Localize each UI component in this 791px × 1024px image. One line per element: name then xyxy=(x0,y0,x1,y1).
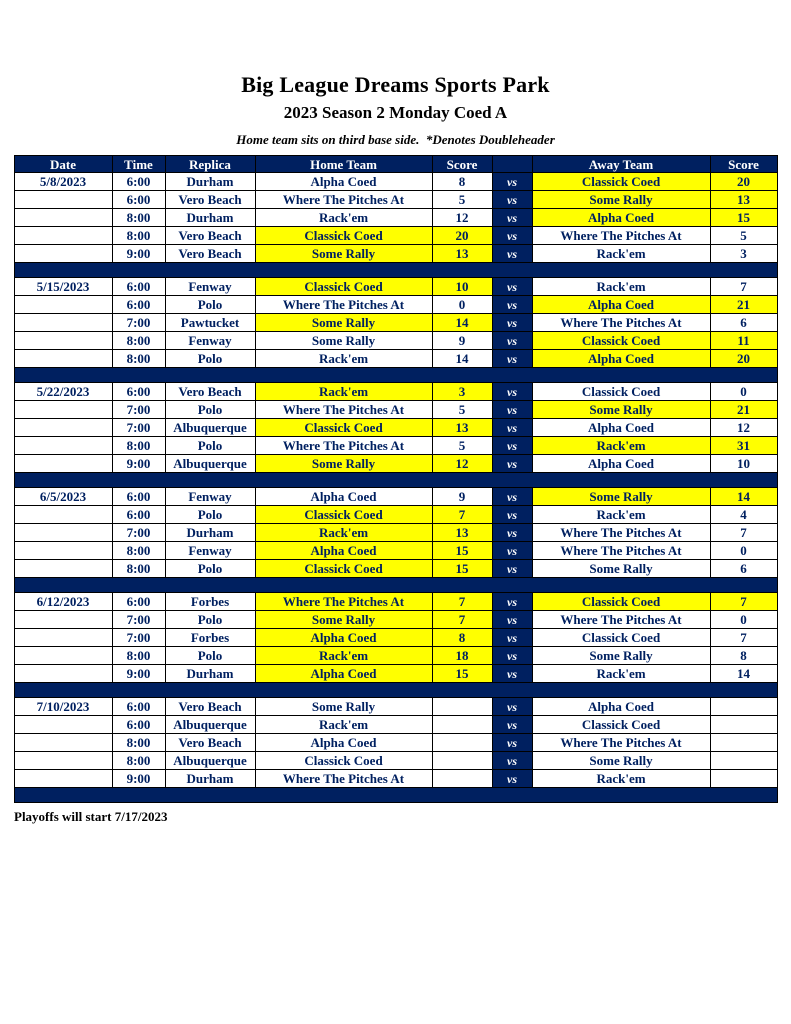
game-row xyxy=(14,734,777,752)
replica-cell: Durham xyxy=(165,173,255,191)
column-header-date: Date xyxy=(14,156,112,173)
replica-cell: Vero Beach xyxy=(165,734,255,752)
away-score-cell: 20 xyxy=(710,173,777,191)
away-score-cell: 8 xyxy=(710,647,777,665)
time-cell: 6:00 xyxy=(112,173,165,191)
home-team-cell: Rack'em xyxy=(255,524,432,542)
time-cell: 8:00 xyxy=(112,560,165,578)
vs-cell: vs xyxy=(492,332,532,350)
away-score-cell: 0 xyxy=(710,542,777,560)
game-row xyxy=(14,173,777,191)
away-team-cell: Rack'em xyxy=(532,506,710,524)
date-cell xyxy=(14,734,112,752)
time-cell: 6:00 xyxy=(112,278,165,296)
home-score-cell xyxy=(432,752,492,770)
vs-cell: vs xyxy=(492,716,532,734)
replica-cell: Albuquerque xyxy=(165,716,255,734)
away-score-cell xyxy=(710,734,777,752)
away-team-cell: Rack'em xyxy=(532,278,710,296)
home-team-cell: Where The Pitches At xyxy=(255,770,432,788)
game-row xyxy=(14,455,777,473)
home-score-cell: 13 xyxy=(432,245,492,263)
home-score-cell: 12 xyxy=(432,455,492,473)
vs-cell: vs xyxy=(492,524,532,542)
home-team-cell: Some Rally xyxy=(255,245,432,263)
home-score-cell xyxy=(432,716,492,734)
home-team-cell: Rack'em xyxy=(255,350,432,368)
vs-cell: vs xyxy=(492,647,532,665)
home-team-cell: Rack'em xyxy=(255,209,432,227)
page-subtitle: 2023 Season 2 Monday Coed A xyxy=(283,103,508,122)
away-score-cell xyxy=(710,716,777,734)
game-row xyxy=(14,770,777,788)
date-cell xyxy=(14,401,112,419)
date-cell xyxy=(14,455,112,473)
home-team-cell: Some Rally xyxy=(255,698,432,716)
date-cell xyxy=(14,665,112,683)
home-score-cell: 0 xyxy=(432,296,492,314)
schedule-body xyxy=(14,173,777,803)
away-score-cell xyxy=(710,752,777,770)
away-team-cell: Rack'em xyxy=(532,770,710,788)
home-team-cell: Rack'em xyxy=(255,647,432,665)
vs-cell: vs xyxy=(492,209,532,227)
date-cell xyxy=(14,314,112,332)
home-team-cell: Where The Pitches At xyxy=(255,593,432,611)
game-row xyxy=(14,488,777,506)
game-row xyxy=(14,383,777,401)
time-cell: 7:00 xyxy=(112,629,165,647)
away-team-cell: Alpha Coed xyxy=(532,296,710,314)
week-separator-bar xyxy=(14,263,777,278)
date-cell xyxy=(14,296,112,314)
home-team-cell: Classick Coed xyxy=(255,752,432,770)
game-row xyxy=(14,401,777,419)
date-cell xyxy=(14,191,112,209)
replica-cell: Durham xyxy=(165,524,255,542)
home-score-cell: 14 xyxy=(432,314,492,332)
date-cell: 5/8/2023 xyxy=(14,173,112,191)
home-score-cell: 7 xyxy=(432,611,492,629)
playoffs-note: Playoffs will start 7/17/2023 xyxy=(14,809,168,824)
replica-cell: Fenway xyxy=(165,332,255,350)
away-score-cell: 7 xyxy=(710,278,777,296)
home-score-cell: 9 xyxy=(432,332,492,350)
week-separator-row xyxy=(14,788,777,803)
game-row xyxy=(14,437,777,455)
away-score-cell: 0 xyxy=(710,611,777,629)
date-cell xyxy=(14,611,112,629)
home-score-cell: 8 xyxy=(432,629,492,647)
date-cell xyxy=(14,350,112,368)
replica-cell: Polo xyxy=(165,401,255,419)
replica-cell: Polo xyxy=(165,647,255,665)
away-score-cell: 0 xyxy=(710,383,777,401)
time-cell: 6:00 xyxy=(112,716,165,734)
time-cell: 6:00 xyxy=(112,191,165,209)
vs-cell: vs xyxy=(492,734,532,752)
date-cell xyxy=(14,506,112,524)
away-team-cell: Where The Pitches At xyxy=(532,611,710,629)
column-header-away-score: Score xyxy=(710,156,777,173)
replica-cell: Polo xyxy=(165,350,255,368)
away-score-cell: 21 xyxy=(710,401,777,419)
away-score-cell: 12 xyxy=(710,419,777,437)
date-cell xyxy=(14,209,112,227)
time-cell: 8:00 xyxy=(112,209,165,227)
replica-cell: Albuquerque xyxy=(165,419,255,437)
replica-cell: Polo xyxy=(165,560,255,578)
home-score-cell: 7 xyxy=(432,506,492,524)
date-cell xyxy=(14,560,112,578)
away-score-cell xyxy=(710,770,777,788)
vs-cell: vs xyxy=(492,593,532,611)
time-cell: 6:00 xyxy=(112,506,165,524)
vs-cell: vs xyxy=(492,278,532,296)
week-separator-bar xyxy=(14,788,777,803)
date-cell: 7/10/2023 xyxy=(14,698,112,716)
game-row xyxy=(14,296,777,314)
week-separator-row xyxy=(14,578,777,593)
vs-cell: vs xyxy=(492,698,532,716)
time-cell: 6:00 xyxy=(112,383,165,401)
vs-cell: vs xyxy=(492,227,532,245)
time-cell: 7:00 xyxy=(112,401,165,419)
game-row xyxy=(14,752,777,770)
column-header-replica: Replica xyxy=(165,156,255,173)
vs-cell: vs xyxy=(492,752,532,770)
time-cell: 8:00 xyxy=(112,734,165,752)
schedule-table xyxy=(14,155,778,803)
replica-cell: Vero Beach xyxy=(165,383,255,401)
game-row xyxy=(14,227,777,245)
home-team-cell: Alpha Coed xyxy=(255,542,432,560)
away-score-cell: 6 xyxy=(710,314,777,332)
home-team-cell: Alpha Coed xyxy=(255,665,432,683)
game-row xyxy=(14,593,777,611)
home-team-cell: Classick Coed xyxy=(255,560,432,578)
home-score-cell: 5 xyxy=(432,401,492,419)
time-cell: 9:00 xyxy=(112,455,165,473)
away-score-cell: 15 xyxy=(710,209,777,227)
game-row xyxy=(14,278,777,296)
game-row xyxy=(14,506,777,524)
home-team-cell: Where The Pitches At xyxy=(255,191,432,209)
home-score-cell: 10 xyxy=(432,278,492,296)
game-row xyxy=(14,647,777,665)
week-separator-row xyxy=(14,368,777,383)
home-score-cell: 12 xyxy=(432,209,492,227)
away-score-cell: 5 xyxy=(710,227,777,245)
away-team-cell: Classick Coed xyxy=(532,629,710,647)
vs-cell: vs xyxy=(492,542,532,560)
date-cell xyxy=(14,332,112,350)
replica-cell: Vero Beach xyxy=(165,191,255,209)
vs-cell: vs xyxy=(492,245,532,263)
time-cell: 8:00 xyxy=(112,350,165,368)
away-team-cell: Rack'em xyxy=(532,245,710,263)
time-cell: 7:00 xyxy=(112,611,165,629)
away-team-cell: Where The Pitches At xyxy=(532,734,710,752)
vs-cell: vs xyxy=(492,173,532,191)
home-team-cell: Classick Coed xyxy=(255,227,432,245)
date-cell xyxy=(14,245,112,263)
home-team-cell: Some Rally xyxy=(255,455,432,473)
replica-cell: Vero Beach xyxy=(165,227,255,245)
date-cell xyxy=(14,542,112,560)
week-separator-bar xyxy=(14,578,777,593)
game-row xyxy=(14,314,777,332)
game-row xyxy=(14,716,777,734)
replica-cell: Fenway xyxy=(165,542,255,560)
away-score-cell: 7 xyxy=(710,629,777,647)
replica-cell: Pawtucket xyxy=(165,314,255,332)
vs-cell: vs xyxy=(492,191,532,209)
vs-cell: vs xyxy=(492,437,532,455)
vs-cell: vs xyxy=(492,665,532,683)
date-cell xyxy=(14,752,112,770)
replica-cell: Fenway xyxy=(165,488,255,506)
away-score-cell: 6 xyxy=(710,560,777,578)
replica-cell: Albuquerque xyxy=(165,455,255,473)
game-row xyxy=(14,665,777,683)
game-row xyxy=(14,419,777,437)
home-score-cell: 9 xyxy=(432,488,492,506)
vs-cell: vs xyxy=(492,629,532,647)
replica-cell: Durham xyxy=(165,209,255,227)
date-cell: 5/22/2023 xyxy=(14,383,112,401)
vs-cell: vs xyxy=(492,506,532,524)
away-team-cell: Some Rally xyxy=(532,752,710,770)
time-cell: 7:00 xyxy=(112,314,165,332)
home-team-cell: Alpha Coed xyxy=(255,488,432,506)
away-score-cell: 7 xyxy=(710,593,777,611)
home-team-cell: Alpha Coed xyxy=(255,629,432,647)
away-team-cell: Some Rally xyxy=(532,488,710,506)
home-team-cell: Where The Pitches At xyxy=(255,437,432,455)
date-cell: 6/12/2023 xyxy=(14,593,112,611)
away-team-cell: Where The Pitches At xyxy=(532,542,710,560)
week-separator-row xyxy=(14,263,777,278)
time-cell: 8:00 xyxy=(112,542,165,560)
away-team-cell: Classick Coed xyxy=(532,716,710,734)
away-score-cell: 3 xyxy=(710,245,777,263)
away-team-cell: Where The Pitches At xyxy=(532,227,710,245)
home-score-cell xyxy=(432,734,492,752)
home-team-cell: Classick Coed xyxy=(255,419,432,437)
time-cell: 8:00 xyxy=(112,332,165,350)
replica-cell: Albuquerque xyxy=(165,752,255,770)
game-row xyxy=(14,191,777,209)
home-team-cell: Alpha Coed xyxy=(255,173,432,191)
game-row xyxy=(14,542,777,560)
time-cell: 6:00 xyxy=(112,488,165,506)
away-team-cell: Alpha Coed xyxy=(532,455,710,473)
away-team-cell: Classick Coed xyxy=(532,332,710,350)
week-separator-bar xyxy=(14,473,777,488)
date-cell xyxy=(14,227,112,245)
replica-cell: Vero Beach xyxy=(165,698,255,716)
column-header-home-score: Score xyxy=(432,156,492,173)
home-team-cell: Some Rally xyxy=(255,611,432,629)
home-team-cell: Some Rally xyxy=(255,332,432,350)
away-team-cell: Alpha Coed xyxy=(532,209,710,227)
date-cell xyxy=(14,647,112,665)
home-score-cell: 5 xyxy=(432,191,492,209)
time-cell: 7:00 xyxy=(112,524,165,542)
away-team-cell: Classick Coed xyxy=(532,383,710,401)
replica-cell: Polo xyxy=(165,611,255,629)
home-score-cell: 18 xyxy=(432,647,492,665)
date-cell xyxy=(14,524,112,542)
vs-cell: vs xyxy=(492,560,532,578)
away-score-cell: 10 xyxy=(710,455,777,473)
column-header-time: Time xyxy=(112,156,165,173)
away-team-cell: Rack'em xyxy=(532,665,710,683)
away-score-cell: 13 xyxy=(710,191,777,209)
replica-cell: Vero Beach xyxy=(165,245,255,263)
date-cell: 6/5/2023 xyxy=(14,488,112,506)
vs-cell: vs xyxy=(492,296,532,314)
home-score-cell: 15 xyxy=(432,665,492,683)
vs-cell: vs xyxy=(492,611,532,629)
column-header-vs-spacer xyxy=(492,156,532,173)
home-team-cell: Where The Pitches At xyxy=(255,296,432,314)
replica-cell: Polo xyxy=(165,296,255,314)
away-team-cell: Some Rally xyxy=(532,401,710,419)
away-team-cell: Where The Pitches At xyxy=(532,524,710,542)
home-score-cell: 20 xyxy=(432,227,492,245)
away-team-cell: Rack'em xyxy=(532,437,710,455)
away-team-cell: Alpha Coed xyxy=(532,698,710,716)
time-cell: 9:00 xyxy=(112,665,165,683)
time-cell: 6:00 xyxy=(112,593,165,611)
away-team-cell: Alpha Coed xyxy=(532,350,710,368)
vs-cell: vs xyxy=(492,419,532,437)
time-cell: 8:00 xyxy=(112,227,165,245)
away-score-cell: 4 xyxy=(710,506,777,524)
home-score-cell: 13 xyxy=(432,419,492,437)
replica-cell: Forbes xyxy=(165,593,255,611)
away-team-cell: Some Rally xyxy=(532,560,710,578)
game-row xyxy=(14,611,777,629)
game-row xyxy=(14,350,777,368)
replica-cell: Fenway xyxy=(165,278,255,296)
away-team-cell: Alpha Coed xyxy=(532,419,710,437)
date-cell: 5/15/2023 xyxy=(14,278,112,296)
replica-cell: Durham xyxy=(165,665,255,683)
date-cell xyxy=(14,716,112,734)
time-cell: 9:00 xyxy=(112,245,165,263)
away-team-cell: Some Rally xyxy=(532,191,710,209)
date-cell xyxy=(14,629,112,647)
away-score-cell: 14 xyxy=(710,488,777,506)
game-row xyxy=(14,560,777,578)
game-row xyxy=(14,524,777,542)
date-cell xyxy=(14,419,112,437)
away-score-cell: 11 xyxy=(710,332,777,350)
home-team-cell: Rack'em xyxy=(255,383,432,401)
vs-cell: vs xyxy=(492,314,532,332)
away-score-cell xyxy=(710,698,777,716)
week-separator-row xyxy=(14,473,777,488)
replica-cell: Forbes xyxy=(165,629,255,647)
home-team-cell: Some Rally xyxy=(255,314,432,332)
game-row xyxy=(14,245,777,263)
game-row xyxy=(14,332,777,350)
schedule-note: Home team sits on third base side. *Denotes Doubleheader xyxy=(236,132,555,147)
game-row xyxy=(14,209,777,227)
date-cell xyxy=(14,437,112,455)
home-score-cell: 14 xyxy=(432,350,492,368)
time-cell: 8:00 xyxy=(112,647,165,665)
home-score-cell: 5 xyxy=(432,437,492,455)
away-team-cell: Classick Coed xyxy=(532,593,710,611)
week-separator-bar xyxy=(14,368,777,383)
home-score-cell: 7 xyxy=(432,593,492,611)
away-team-cell: Classick Coed xyxy=(532,173,710,191)
header-row xyxy=(14,156,777,173)
time-cell: 8:00 xyxy=(112,437,165,455)
game-row xyxy=(14,698,777,716)
home-score-cell xyxy=(432,698,492,716)
column-header-home-team: Home Team xyxy=(255,156,432,173)
time-cell: 6:00 xyxy=(112,698,165,716)
home-team-cell: Alpha Coed xyxy=(255,734,432,752)
vs-cell: vs xyxy=(492,350,532,368)
home-team-cell: Rack'em xyxy=(255,716,432,734)
time-cell: 8:00 xyxy=(112,752,165,770)
column-header-away-team: Away Team xyxy=(532,156,710,173)
home-score-cell: 15 xyxy=(432,542,492,560)
home-team-cell: Where The Pitches At xyxy=(255,401,432,419)
vs-cell: vs xyxy=(492,401,532,419)
page-title: Big League Dreams Sports Park xyxy=(241,72,550,97)
away-team-cell: Some Rally xyxy=(532,647,710,665)
time-cell: 6:00 xyxy=(112,296,165,314)
home-team-cell: Classick Coed xyxy=(255,278,432,296)
vs-cell: vs xyxy=(492,455,532,473)
time-cell: 9:00 xyxy=(112,770,165,788)
away-score-cell: 20 xyxy=(710,350,777,368)
vs-cell: vs xyxy=(492,770,532,788)
home-team-cell: Classick Coed xyxy=(255,506,432,524)
away-team-cell: Where The Pitches At xyxy=(532,314,710,332)
replica-cell: Polo xyxy=(165,437,255,455)
vs-cell: vs xyxy=(492,488,532,506)
home-score-cell: 3 xyxy=(432,383,492,401)
game-row xyxy=(14,629,777,647)
replica-cell: Polo xyxy=(165,506,255,524)
home-score-cell: 8 xyxy=(432,173,492,191)
away-score-cell: 21 xyxy=(710,296,777,314)
date-cell xyxy=(14,770,112,788)
time-cell: 7:00 xyxy=(112,419,165,437)
home-score-cell xyxy=(432,770,492,788)
home-score-cell: 15 xyxy=(432,560,492,578)
week-separator-row xyxy=(14,683,777,698)
away-score-cell: 31 xyxy=(710,437,777,455)
home-score-cell: 13 xyxy=(432,524,492,542)
vs-cell: vs xyxy=(492,383,532,401)
replica-cell: Durham xyxy=(165,770,255,788)
away-score-cell: 14 xyxy=(710,665,777,683)
week-separator-bar xyxy=(14,683,777,698)
away-score-cell: 7 xyxy=(710,524,777,542)
